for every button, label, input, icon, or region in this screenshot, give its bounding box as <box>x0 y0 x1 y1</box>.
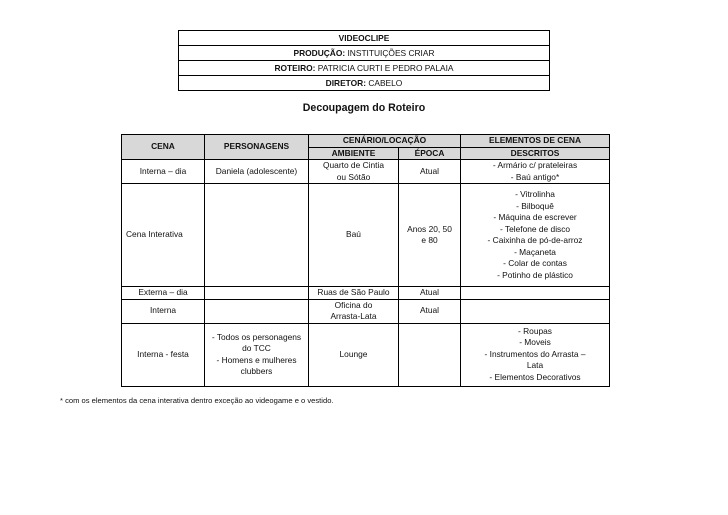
header-epoca: ÉPOCA <box>399 147 461 160</box>
header-title: VIDEOCLIPE <box>179 31 550 46</box>
personagens-line: Daniela (adolescente) <box>215 165 298 176</box>
decoupage-table <box>121 134 610 387</box>
diretor-label: DIRETOR: <box>325 78 366 88</box>
cell-epoca <box>399 184 461 287</box>
epoca-line: e 80 <box>421 235 438 245</box>
elementos-line: - Instrumentos do Arrasta – <box>484 348 586 359</box>
epoca-line: Atual <box>419 305 440 316</box>
elementos-line: - Caixinha de pó-de-arroz <box>487 235 583 245</box>
header-descritos: DESCRITOS <box>461 147 610 160</box>
personagens-line: clubbers <box>240 366 273 376</box>
elementos-line: - Elementos Decorativos <box>489 371 581 382</box>
cell-elementos <box>461 287 610 300</box>
header-roteiro <box>179 61 550 76</box>
elementos-line: - Maçaneta <box>514 246 556 257</box>
header-diretor <box>179 76 550 91</box>
cell-epoca <box>399 160 461 184</box>
header-elementos: ELEMENTOS DE CENA <box>461 135 610 148</box>
header-cenario: CENÁRIO/LOCAÇÃO <box>309 135 461 148</box>
header-personagens: PERSONAGENS <box>205 135 309 160</box>
cell-ambiente <box>309 160 399 184</box>
elementos-line: - Colar de contas <box>503 258 567 268</box>
elementos-line: - Moveis <box>519 337 551 348</box>
elementos-line: - Potinho de plástico <box>497 269 573 280</box>
cell-cena: Interna <box>122 299 205 323</box>
ambiente-line: Quarto de Cintia <box>323 160 384 170</box>
diretor-value: CABELO <box>368 78 403 88</box>
producao-label: PRODUÇÃO: <box>293 48 346 58</box>
personagens-line: - Homens e mulheres <box>216 354 297 365</box>
epoca-line: Atual <box>419 165 440 176</box>
cell-cena: Interna - festa <box>122 323 205 386</box>
cell-ambiente <box>309 299 399 323</box>
ambiente-line: Baú <box>346 229 361 240</box>
elementos-line: - Baú antigo* <box>510 171 560 182</box>
cell-epoca <box>399 299 461 323</box>
producao-value: INSTITUIÇÕES CRIAR <box>347 48 435 58</box>
cell-personagens <box>205 287 309 300</box>
cell-epoca <box>399 323 461 386</box>
elementos-line: - Máquina de escrever <box>493 212 577 222</box>
table-row <box>122 323 610 386</box>
ambiente-line: ou Sótão <box>336 171 371 182</box>
elementos-line: Lata <box>526 360 544 371</box>
cell-elementos <box>461 299 610 323</box>
header-cena: CENA <box>122 135 205 160</box>
elementos-line: - Armário c/ prateleiras <box>492 160 578 170</box>
epoca-line: Anos 20, 50 <box>407 223 452 234</box>
footnote: * com os elementos da cena interativa dentro exceção ao videogame e o vestido. <box>60 396 334 405</box>
cell-personagens <box>205 323 309 386</box>
table-row <box>122 160 610 184</box>
roteiro-label: ROTEIRO: <box>274 63 316 73</box>
cell-personagens <box>205 184 309 287</box>
ambiente-line: Arrasta-Lata <box>330 311 377 321</box>
cell-ambiente <box>309 287 399 300</box>
cell-ambiente <box>309 184 399 287</box>
elementos-line: - Vitrolinha <box>515 189 555 199</box>
cell-elementos <box>461 184 610 287</box>
ambiente-line: Lounge <box>339 348 368 359</box>
table-row <box>122 299 610 323</box>
cell-elementos <box>461 323 610 386</box>
table-row <box>122 184 610 287</box>
cell-epoca <box>399 287 461 300</box>
cell-cena: Externa – dia <box>122 287 205 300</box>
epoca-line: Atual <box>419 287 440 297</box>
cell-personagens <box>205 299 309 323</box>
cell-elementos <box>461 160 610 184</box>
cell-personagens <box>205 160 309 184</box>
elementos-line: - Telefone de disco <box>499 223 571 234</box>
roteiro-value: PATRICIA CURTI E PEDRO PALAIA <box>317 63 454 73</box>
cell-cena: Interna – dia <box>122 160 205 184</box>
production-header-table <box>178 30 550 91</box>
document-title: Decoupagem do Roteiro <box>302 102 426 114</box>
elementos-line: - Bilboquê <box>516 200 554 211</box>
personagens-line: - Todos os personagens <box>211 331 302 342</box>
cell-ambiente <box>309 323 399 386</box>
header-producao <box>179 46 550 61</box>
cell-cena: Cena Interativa <box>122 184 205 287</box>
ambiente-line: Oficina do <box>334 299 373 310</box>
ambiente-line: Ruas de São Paulo <box>317 287 390 297</box>
elementos-line: - Roupas <box>518 325 552 336</box>
personagens-line: do TCC <box>242 343 271 353</box>
table-row <box>122 287 610 300</box>
header-ambiente: AMBIENTE <box>309 147 399 160</box>
